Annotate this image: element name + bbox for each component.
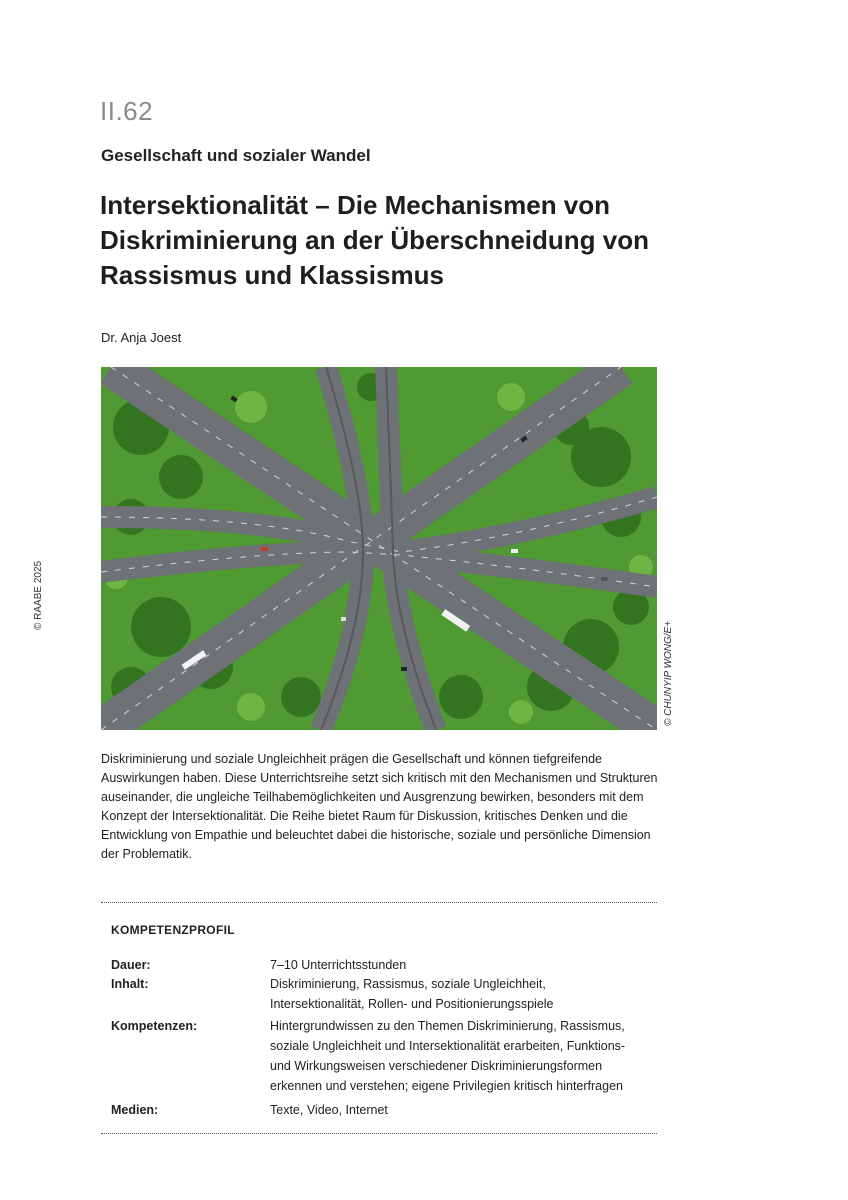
series-title: Gesellschaft und sozialer Wandel bbox=[101, 146, 371, 165]
page-title: Intersektionalität – Die Mechanismen von Diskriminierung an der Überschneidung von Rassismus und Klassismus bbox=[100, 190, 649, 290]
divider-top bbox=[101, 902, 657, 903]
profile-heading: KOMPETENZPROFIL bbox=[111, 923, 235, 937]
profile-label: Kompetenzen: bbox=[111, 1019, 198, 1033]
profile-value: Hintergrundwissen zu den Themen Diskriminierung, Rassismus, soziale Ungleichheit und Intersektionalität erarbeiten, Funktions- und Wirkungsweisen verschiedener Diskriminierungsformen erkennen und verstehen; eigene Privilegien kritisch hinterfragen bbox=[270, 1019, 626, 1093]
profile-value: 7–10 Unterrichtsstunden bbox=[270, 958, 407, 972]
author: Dr. Anja Joest bbox=[101, 330, 182, 345]
photo-credit: © CHUNYIP WONG/E+ bbox=[663, 620, 674, 726]
profile-value: Diskriminierung, Rassismus, soziale Ungleichheit, Intersektionalität, Rollen- und Positionierungsspiele bbox=[270, 977, 554, 1011]
divider-bottom bbox=[101, 1133, 657, 1134]
section-number: II.62 bbox=[100, 96, 154, 126]
profile-label: Inhalt: bbox=[111, 977, 149, 991]
profile-label: Dauer: bbox=[111, 958, 151, 972]
profile-label: Medien: bbox=[111, 1103, 159, 1117]
side-copyright: © RAABE 2025 bbox=[33, 560, 44, 630]
hero-image-highway-interchange bbox=[101, 367, 657, 730]
intro-paragraph: Diskriminierung und soziale Ungleichheit prägen die Gesellschaft und können tiefgreifende Auswirkungen haben. Diese Unterrichtsreihe setzt sich kritisch mit den Mechanismen und Strukturen auseinander, die ungleiche Teilhabemöglichkeiten und Ausgrenzung bewirken, besonders mit dem Konzept der Intersektionalität. Die Reihe bietet Raum für Diskussion, kritisches Denken und die Entwicklung von Empathie und beleuchtet dabei die historische, soziale und persönliche Dimension der Problematik. bbox=[101, 752, 658, 861]
profile-value: Texte, Video, Internet bbox=[270, 1103, 388, 1117]
